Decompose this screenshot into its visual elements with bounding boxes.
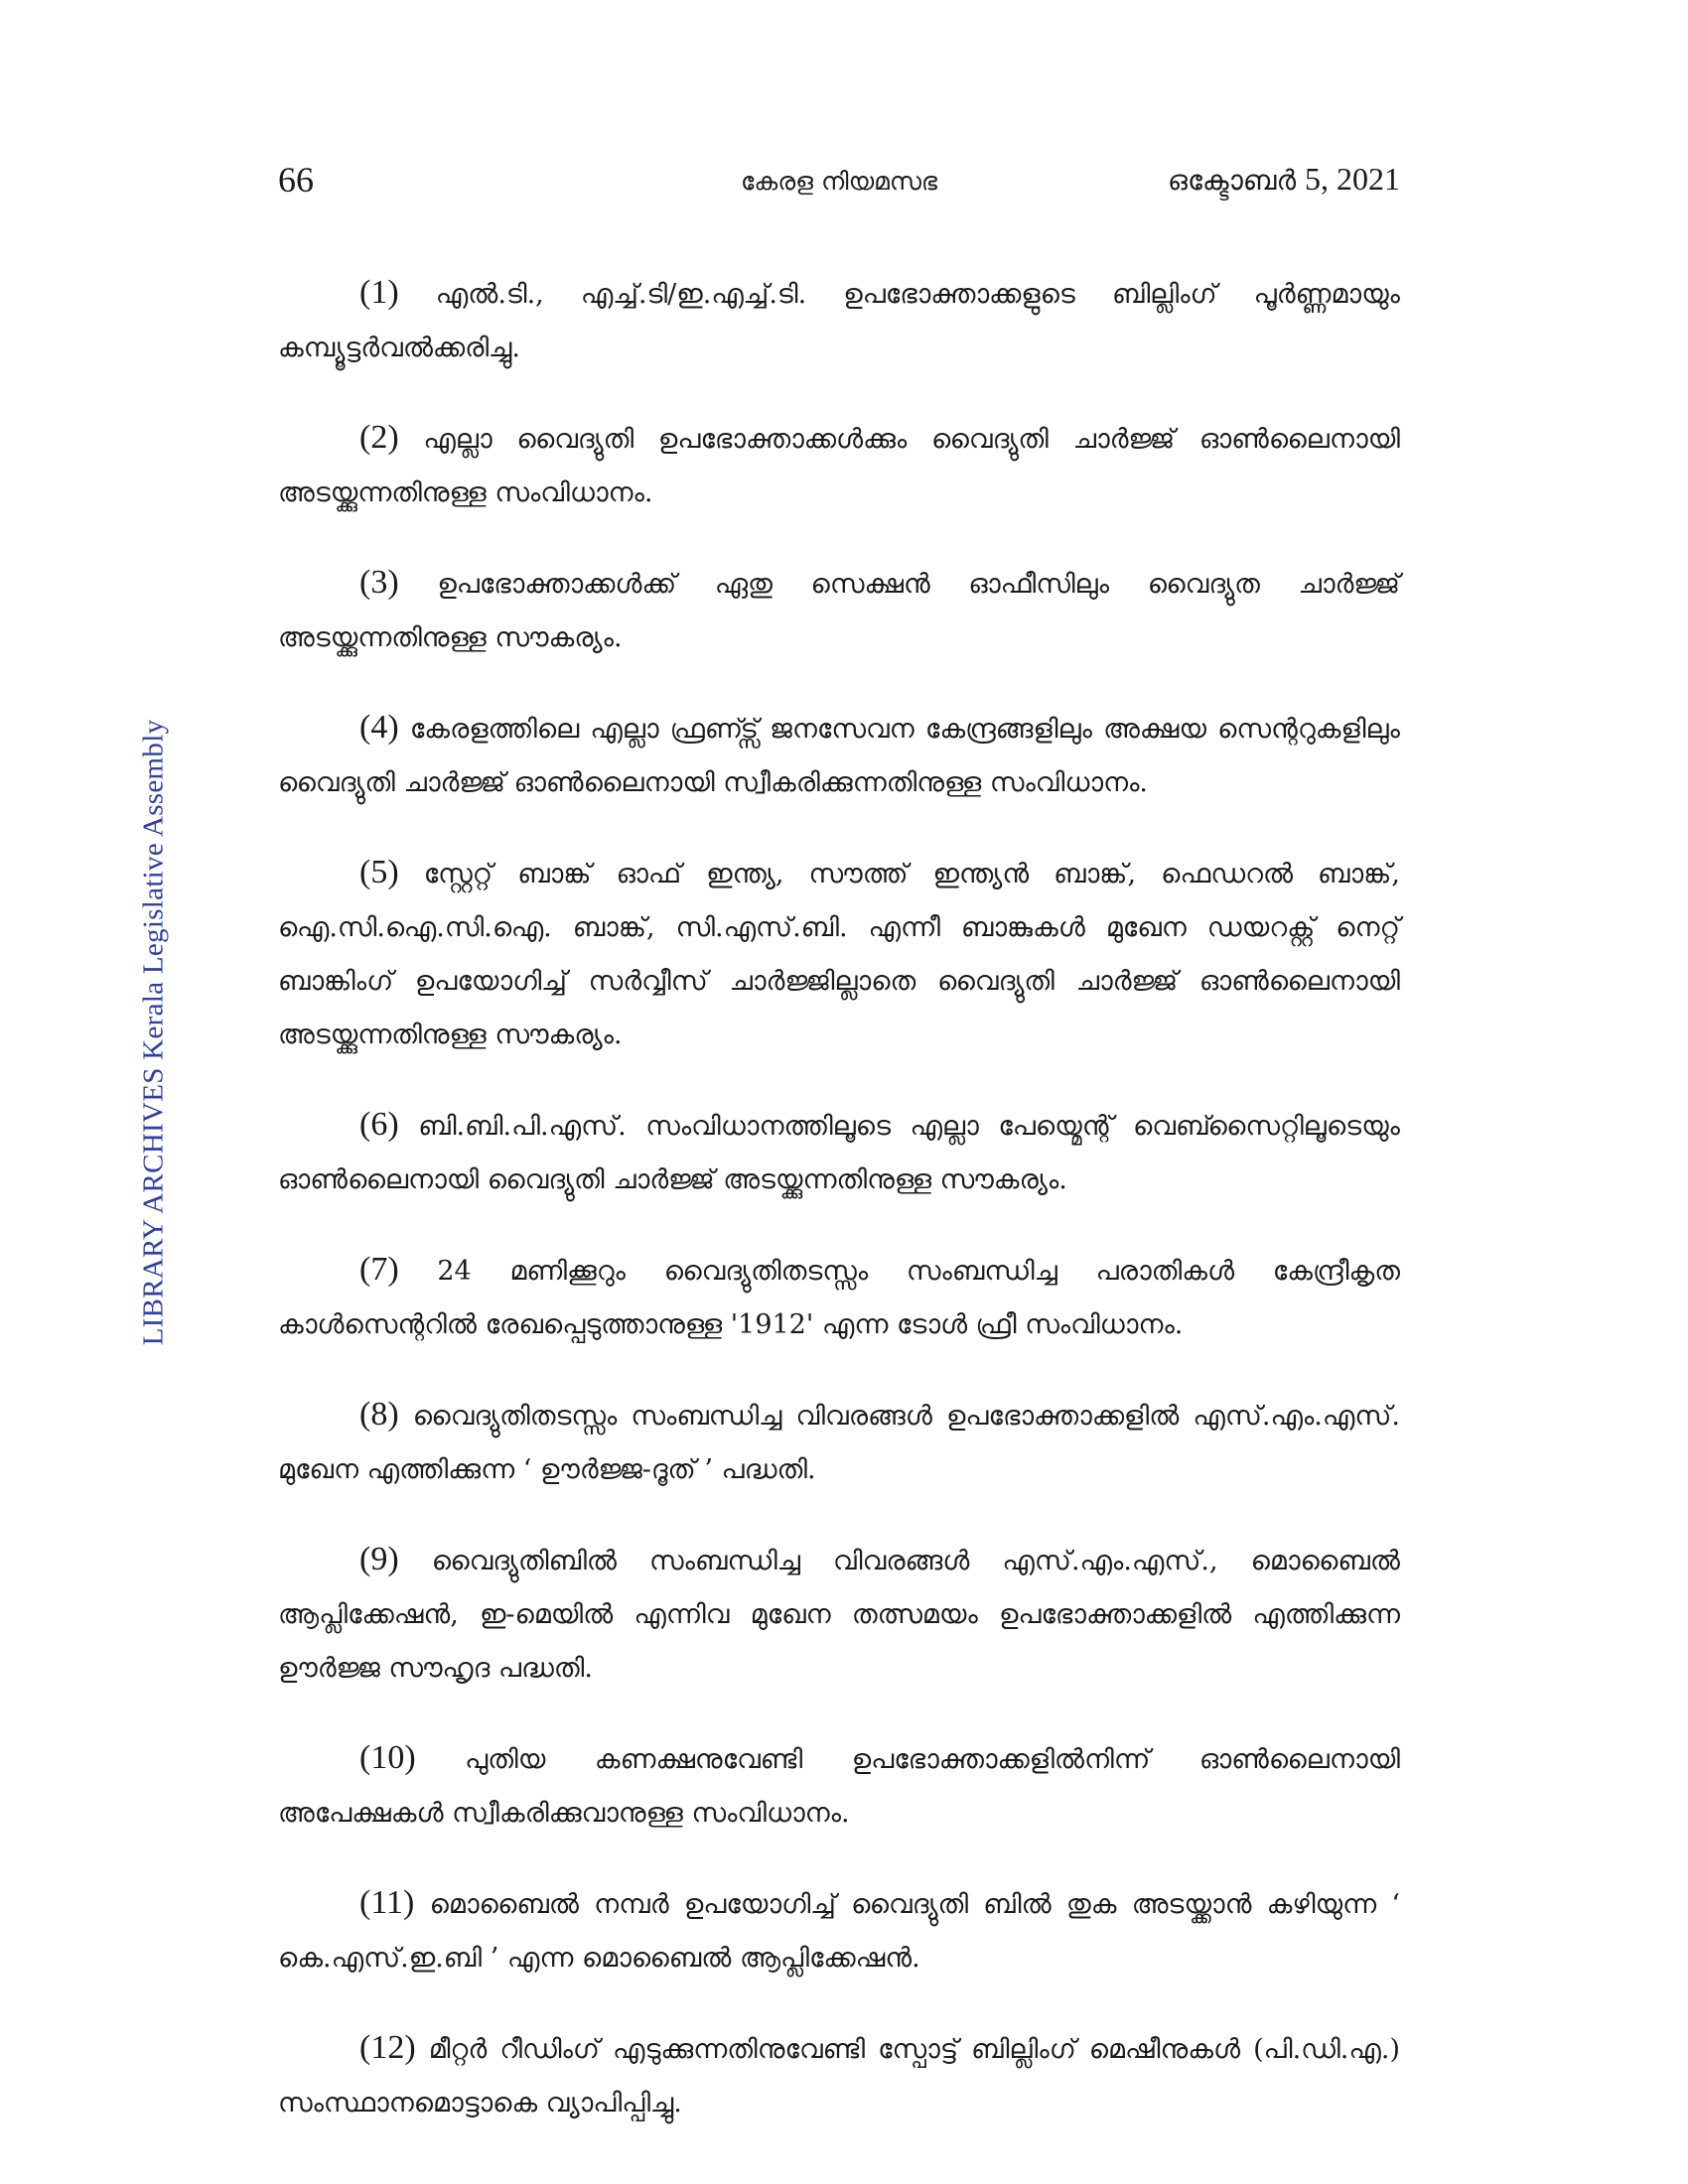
page-header — [278, 159, 1400, 208]
side-watermark: LIBRARY ARCHIVES Kerala Legislative Assembly — [137, 719, 170, 1346]
page-number: 66 — [278, 160, 314, 200]
list-item — [278, 266, 1400, 375]
list-item — [278, 701, 1400, 810]
item-number: (2) — [359, 419, 399, 456]
header-date — [1168, 161, 1400, 198]
list-item — [278, 1098, 1400, 1207]
item-number: (11) — [359, 1884, 415, 1921]
item-number: (9) — [359, 1541, 399, 1577]
list-item — [278, 1243, 1400, 1352]
list-item — [278, 2021, 1400, 2130]
item-text: വൈദ്യുതിതടസ്സം സംബന്ധിച്ച വിവരങ്ങൾ ഉപഭോക്താക്കളിൽ എസ്.എം.എസ്. മുഖേന എത്തിക്കുന്ന ‘ ഊർജ്ജ-ദൂത് ’ പദ്ധതി. — [278, 1401, 1400, 1485]
list-item — [278, 411, 1400, 520]
header-date-number: 5, 2021 — [1305, 161, 1400, 197]
item-number: (10) — [359, 1739, 416, 1776]
item-number: (7) — [359, 1251, 399, 1288]
item-text: ബി.ബി.പി.എസ്. സംവിധാനത്തിലൂടെ എല്ലാ പേയ്മെന്റ് വെബ്സൈറ്റിലൂടെയും ഓൺലൈനായി വൈദ്യുതി ചാർജ്ജ് അടയ്ക്കുന്നതിനുള്ള സൗകര്യം. — [278, 1111, 1400, 1195]
item-number: (3) — [359, 564, 399, 601]
item-text: ഉപഭോക്താക്കൾക്ക് ഏതു സെക്ഷൻ ഓഫീസിലും വൈദ്യുത ചാർജ്ജ് അടയ്ക്കുന്നതിനുള്ള സൗകര്യം. — [278, 569, 1400, 653]
list-item — [278, 846, 1400, 1062]
item-text: സ്റ്റേറ്റ് ബാങ്ക് ഓഫ് ഇന്ത്യ, സൗത്ത് ഇന്ത്യൻ ബാങ്ക്, ഫെഡറൽ ബാങ്ക്, ഐ.സി.ഐ.സി.ഐ. ബാങ്ക്, സി.എസ്.ബി. എന്നീ ബാങ്കുകൾ മുഖേന ഡയറക്റ്റ് നെറ്റ് ബാങ്കിംഗ് ഉപയോഗിച്ച് സർവ്വീസ് ചാർജ്ജില്ലാതെ വൈദ്യുതി ചാർജ്ജ് ഓൺലൈനായി അടയ്ക്കുന്നതിനുള്ള സൗകര്യം. — [278, 859, 1401, 1050]
header-title: കേരള നിയമസഭ — [741, 167, 937, 196]
item-number: (8) — [359, 1396, 399, 1433]
item-text: മൊബൈൽ നമ്പർ ഉപയോഗിച്ച് വൈദ്യുതി ബിൽ തുക അടയ്ക്കാൻ കഴിയുന്ന ‘ കെ.എസ്.ഇ.ബി ’ എന്ന മൊബൈൽ ആപ്ലിക്കേഷൻ. — [278, 1889, 1400, 1974]
item-number: (5) — [359, 854, 399, 890]
list-item — [278, 1388, 1400, 1497]
item-text: മീറ്റർ റീഡിംഗ് എടുക്കുന്നതിനുവേണ്ടി സ്പോട്ട് ബില്ലിംഗ് മെഷീനുകൾ (പി.ഡി.എ.) സംസ്ഥാനമൊട്ടാകെ വ്യാപിപ്പിച്ചു. — [278, 2034, 1400, 2118]
item-number: (6) — [359, 1106, 399, 1143]
header-date-month: ഒക്ടോബർ — [1167, 164, 1297, 197]
list-item — [278, 1533, 1400, 1696]
item-number: (1) — [359, 274, 399, 311]
item-text: എല്ലാ വൈദ്യുതി ഉപഭോക്താക്കൾക്കും വൈദ്യുതി ചാർജ്ജ് ഓൺലൈനായി അടയ്ക്കുന്നതിനുള്ള സംവിധാനം. — [278, 424, 1400, 508]
page-content — [278, 266, 1400, 2166]
item-text: എൽ.ടി., എച്ച്.ടി/ഇ.എച്ച്.ടി. ഉപഭോക്താക്കളുടെ ബില്ലിംഗ് പൂർണ്ണമായും കമ്പ്യൂട്ടർവൽക്കരിച്ചു. — [278, 279, 1400, 363]
list-item — [278, 556, 1400, 665]
item-number: (12) — [359, 2029, 416, 2066]
item-number: (4) — [359, 709, 399, 746]
item-text: 24 മണിക്കൂറും വൈദ്യുതിതടസ്സം സംബന്ധിച്ച പരാതികൾ കേന്ദ്രീകൃത കാൾസെന്ററിൽ രേഖപ്പെടുത്താനുള്ള '1912' എന്ന ടോൾ ഫ്രീ സംവിധാനം. — [278, 1256, 1400, 1340]
item-text: കേരളത്തിലെ എല്ലാ ഫ്രണ്ട്സ് ജനസേവന കേന്ദ്രങ്ങളിലും അക്ഷയ സെന്ററുകളിലും വൈദ്യുതി ചാർജ്ജ് ഓൺലൈനായി സ്വീകരിക്കുന്നതിനുള്ള സംവിധാനം. — [278, 714, 1400, 798]
item-text: വൈദ്യുതിബിൽ സംബന്ധിച്ച വിവരങ്ങൾ എസ്.എം.എസ്., മൊബൈൽ ആപ്ലിക്കേഷൻ, ഇ-മെയിൽ എന്നിവ മുഖേന തത്സമയം ഉപഭോക്താക്കളിൽ എത്തിക്കുന്ന ഊർജ്ജ സൗഹൃദ പദ്ധതി. — [278, 1546, 1400, 1684]
list-item — [278, 1731, 1400, 1841]
item-text: പുതിയ കണക്ഷനുവേണ്ടി ഉപഭോക്താക്കളിൽനിന്ന് ഓൺലൈനായി അപേക്ഷകൾ സ്വീകരിക്കുവാനുള്ള സംവിധാനം. — [278, 1744, 1400, 1829]
list-item — [278, 1876, 1400, 1985]
